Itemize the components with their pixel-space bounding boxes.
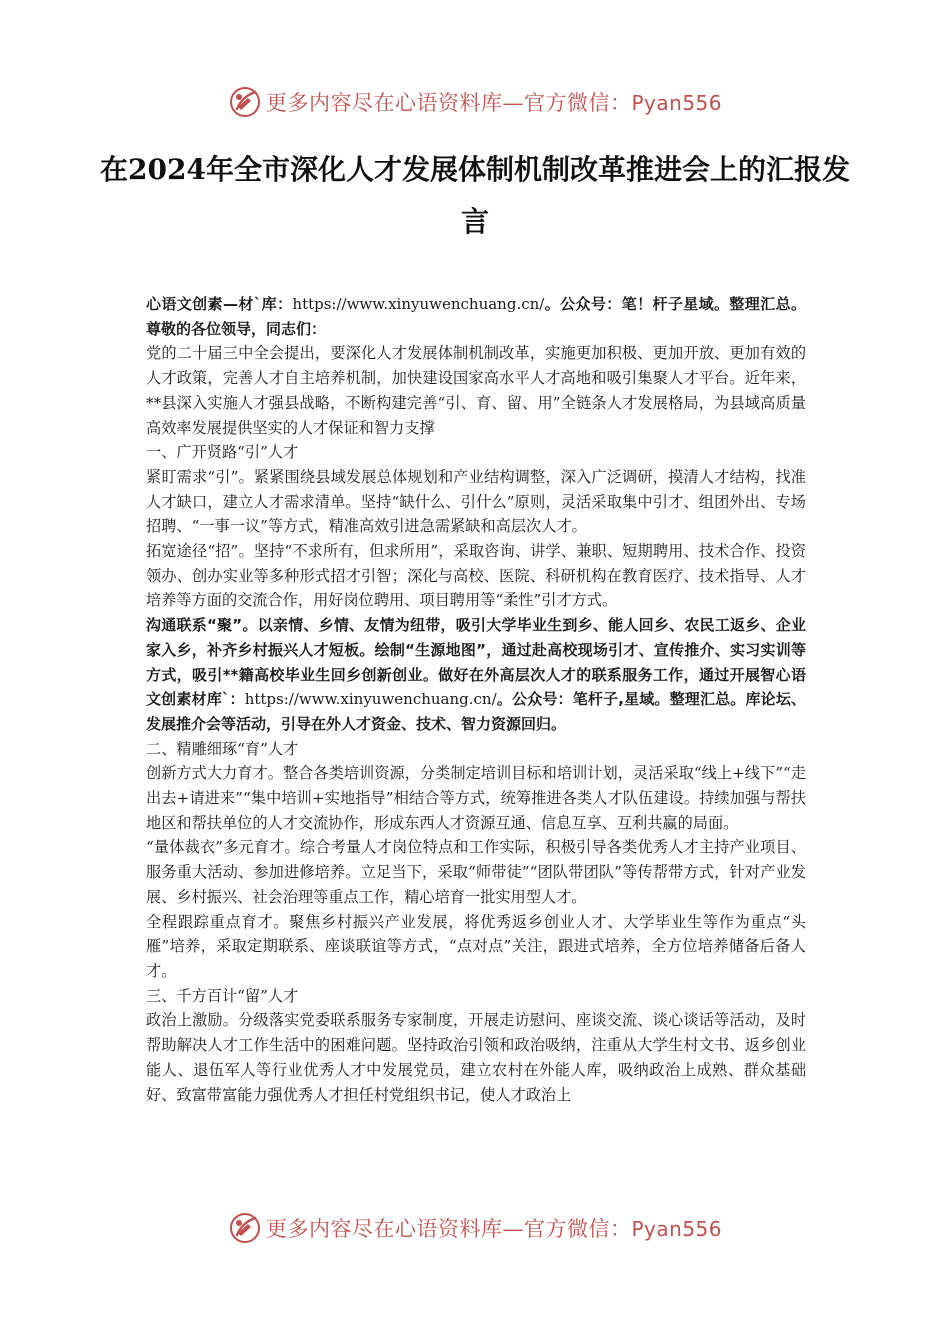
paragraph: 沟通联系“聚”。以亲情、乡情、友情为纽带，吸引大学毕业生到乡、能人回乡、农民工返乡、企业家入乡，补齐乡村振兴人才短板。绘制“生源地图”，通过赴高校现场引才、宣传推介、实习实训等方式，吸引**籍高校毕业生回乡创新创业。做好在外高层次人才的联系服务工作，通过开展智心语文创素材库`：https://www.xinyuwenchuang.cn/。公众号：笔杆子,星域。整理汇总。库论坛、发展推介会等活动，引导在外人才资金、技术、智力资源回归。 (146, 616, 806, 733)
paragraph: “量体裁衣”多元育才。综合考量人才岗位特点和工作实际，积极引导各类优秀人才主持产业项目、服务重大活动、参加进修培养。立足当下，采取“师带徒”“团队带团队”等传帮带方式，针对产业发展、乡村振兴、社会治理等重点工作，精心培育一批实用型人才。 (146, 838, 806, 906)
document-body (146, 292, 806, 1107)
website-link[interactable]: https://www.xinyuwenchuang.cn/ (244, 690, 497, 709)
header-banner (0, 82, 950, 122)
paragraph: 党的二十届三中全会提出，要深化人才发展体制机制改革，实施更加积极、更加开放、更加有效的人才政策，完善人才自主培养机制，加快建设国家高水平人才高地和吸引集聚人才平台。近年来，**县深入实施人才强县战略，不断构建完善“引、育、留、用”全链条人才发展格局，为县域高质量高效率发展提供坚实的人才保证和智力支撑 (146, 344, 806, 437)
paragraph: 紧盯需求“引”。紧紧围绕县域发展总体规划和产业结构调整，深入广泛调研，摸清人才结构，找准人才缺口，建立人才需求清单。坚持“缺什么、引什么”原则，灵活采取集中引才、组团外出、专场招聘、“一事一议”等方式，精准高效引进急需紧缺和高层次人才。 (146, 467, 806, 536)
section-heading: 三、千方百计“留”人才 (146, 986, 299, 1005)
banner-text: 更多内容尽在心语资料库—官方微信：Pyan556 (265, 1217, 722, 1241)
website-link[interactable]: https://www.xinyuwenchuang.cn/ (292, 295, 545, 313)
paragraph: 拓宽途径“招”。坚持“不求所有，但求所用”，采取咨询、讲学、兼职、短期聘用、技术合作、投资领办、创办实业等多种形式招才引智；深化与高校、医院、科研机构在教育医疗、技术指导、人才培养等方面的交流合作，用好岗位聘用、项目聘用等“柔性”引才方式。 (146, 542, 806, 610)
page-title: 在2024年全市深化人才发展体制机制改革推进会上的汇报发言 (100, 153, 850, 238)
paragraph: 创新方式大力育才。整合各类培训资源，分类制定培训目标和培训计划，灵活采取“线上+线下”“走出去+请进来”“集中培训+实地指导”相结合等方式，统筹推进各类人才队伍建设。持续加强与帮扶地区和帮扶单位的人才交流协作，形成东西人才资源互通、信息互享、互利共赢的局面。 (146, 764, 806, 832)
section-heading: 一、广开贤路“引”人才 (146, 443, 299, 462)
quill-logo-icon (228, 1211, 262, 1245)
footer-banner (0, 1208, 950, 1248)
paragraph: 全程跟踪重点育才。聚焦乡村振兴产业发展，将优秀返乡创业人才、大学毕业生等作为重点“头雁”培养，采取定期联系、座谈联谊等方式，“点对点”关注，跟进式培养，全方位培养储备后备人才。 (146, 912, 806, 980)
banner-text: 更多内容尽在心语资料库—官方微信：Pyan556 (265, 91, 722, 115)
paragraph: 心语文创素—材`库：https://www.xinyuwenchuang.cn/。公众号：笔！杆子星域。整理汇总。尊敬的各位领导，同志们： (146, 295, 806, 338)
section-heading: 二、精雕细琢“育”人才 (146, 739, 299, 758)
paragraph: 政治上激励。分级落实党委联系服务专家制度，开展走访慰问、座谈交流、谈心谈话等活动，及时帮助解决人才工作生活中的困难问题。坚持政治引领和政治吸纳，注重从大学生村文书、返乡创业能人、退伍军人等行业优秀人才中发展党员，建立农村在外能人库，吸纳政治上成熟、群众基础好、致富带富能力强优秀人才担任村党组织书记，使人才政治上 (146, 1011, 806, 1104)
quill-logo-icon (228, 85, 262, 119)
